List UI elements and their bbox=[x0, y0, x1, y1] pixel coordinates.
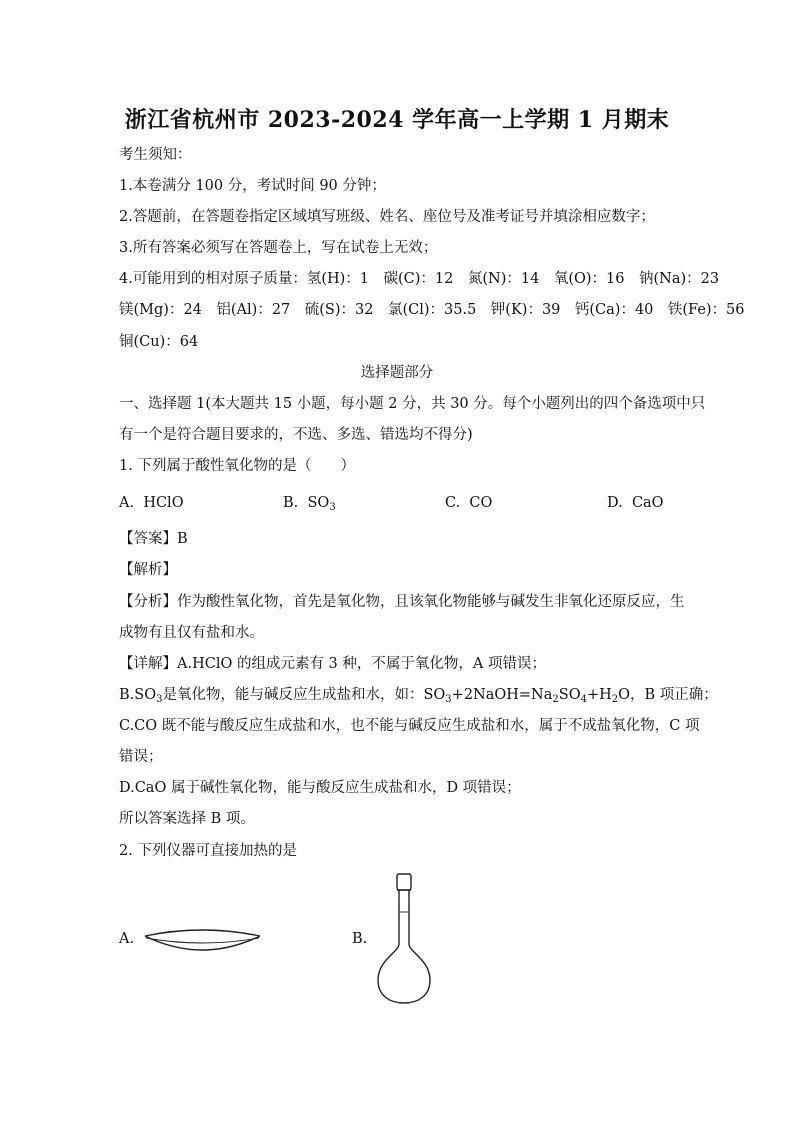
text-fragment: +H bbox=[586, 687, 612, 703]
question-2-stem: 2. 下列仪器可直接加热的是 bbox=[119, 843, 297, 859]
notice-item-3: 3.所有答案必须写在答题卷上，写在试卷上无效； bbox=[119, 240, 438, 256]
subscript: 3 bbox=[156, 694, 163, 705]
notice-item-4-line-2: 镁(Mg)：24 铝(Al)：27 硫(S)：32 氯(Cl)：35.5 钾(K)：39 钙(Ca)：40 铁(Fe)：56 bbox=[119, 302, 745, 318]
q1-option-c bbox=[445, 494, 492, 512]
q1-option-d bbox=[607, 494, 664, 512]
section-heading: 选择题部分 bbox=[360, 365, 434, 381]
q1-answer: 【答案】B bbox=[119, 531, 188, 547]
q2-option-a-label: A. bbox=[119, 931, 135, 947]
notice-item-1: 1.本卷满分 100 分，考试时间 90 分钟； bbox=[119, 178, 386, 194]
text-fragment: B.SO bbox=[119, 687, 157, 703]
q1-option-b-label: B. bbox=[283, 495, 299, 511]
q1-option-a bbox=[119, 494, 184, 512]
q1-option-d-label: D. bbox=[607, 495, 623, 511]
evaporating-dish-icon bbox=[140, 918, 265, 960]
q1-option-b bbox=[283, 494, 336, 512]
notice-item-2: 2.答题前，在答题卷指定区域填写班级、姓名、座位号及准考证号并填涂相应数字； bbox=[119, 209, 655, 225]
notice-item-4-line-1: 4.可能用到的相对原子质量：氢(H)：1 碳(C)：12 氮(N)：14 氧(O)：16 钠(Na)：23 bbox=[119, 271, 720, 287]
question-1-stem: 1. 下列属于酸性氧化物的是（ ） bbox=[119, 458, 355, 474]
text-fragment: O，B 项正确； bbox=[618, 687, 718, 703]
text-fragment: +2NaOH=Na bbox=[451, 687, 553, 703]
q1-option-a-label: A. bbox=[119, 495, 135, 511]
subscript: 2 bbox=[552, 694, 559, 705]
q1-c-explanation-line-1: C.CO 既不能与酸反应生成盐和水，也不能与碱反应生成盐和水，属于不成盐氧化物，C 项 bbox=[119, 718, 700, 734]
notice-item-4-line-3: 铜(Cu)：64 bbox=[119, 334, 199, 350]
q1-option-a-text: HClO bbox=[143, 495, 184, 511]
volumetric-flask-icon bbox=[370, 872, 438, 1008]
q1-option-c-label: C. bbox=[445, 495, 461, 511]
q1-analysis-heading: 【解析】 bbox=[119, 562, 177, 578]
text-fragment: 是氧化物，能与碱反应生成盐和水，如：SO bbox=[162, 687, 446, 703]
q1-xiangjie: 【详解】A.HClO 的组成元素有 3 种，不属于氧化物，A 项错误； bbox=[119, 656, 546, 672]
page-title: 浙江省杭州市 2023-2024 学年高一上学期 1 月期末 bbox=[124, 107, 670, 133]
q1-d-explanation: D.CaO 属于碱性氧化物，能与酸反应生成盐和水，D 项错误； bbox=[119, 780, 521, 796]
q1-fenxi-line-1: 【分析】作为酸性氧化物，首先是氧化物，且该氧化物能够与碱发生非氧化还原反应，生 bbox=[119, 594, 685, 610]
q1-conclusion: 所以答案选择 B 项。 bbox=[119, 811, 255, 827]
q1-b-explanation bbox=[119, 686, 718, 704]
section-1-line-2: 有一个是符合题目要求的，不选、多选、错选均不得分) bbox=[119, 427, 473, 443]
subscript: 3 bbox=[445, 694, 452, 705]
subscript: 2 bbox=[611, 694, 619, 705]
q1-option-b-text: SO bbox=[307, 495, 330, 511]
q1-option-d-text: CaO bbox=[631, 495, 664, 511]
subscript: 4 bbox=[580, 694, 587, 705]
q1-option-c-text: CO bbox=[469, 495, 493, 511]
q1-fenxi-line-2: 成物有且仅有盐和水。 bbox=[119, 625, 264, 641]
text-fragment: SO bbox=[558, 687, 581, 703]
notice-heading: 考生须知： bbox=[119, 147, 192, 163]
q1-option-b-subscript: 3 bbox=[329, 502, 336, 513]
section-1-line-1: 一、选择题 1(本大题共 15 小题，每小题 2 分，共 30 分。每个小题列出的四个备选项中只 bbox=[119, 396, 706, 412]
q1-c-explanation-line-2: 错误； bbox=[119, 749, 163, 765]
q2-option-b-label: B. bbox=[352, 931, 368, 947]
